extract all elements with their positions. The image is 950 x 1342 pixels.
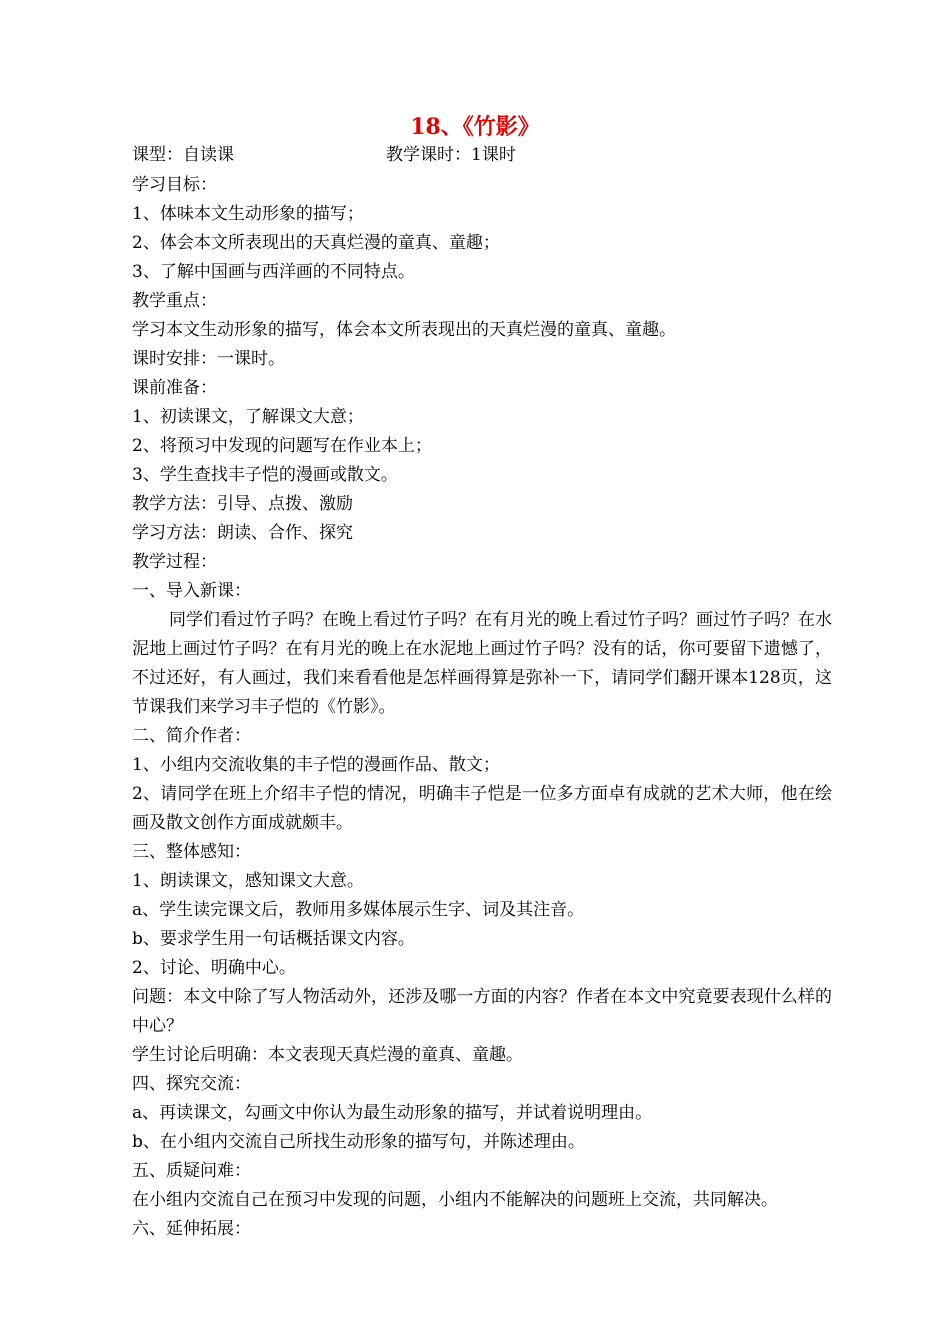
teaching-methods: 教学方法：引导、点拨、激励 [132, 494, 353, 514]
learning-methods: 学习方法：朗读、合作、探究 [132, 523, 353, 543]
objective-1: 1、体味本文生动形象的描写； [132, 204, 364, 224]
heading-preparation: 课前准备： [132, 378, 217, 398]
author-item-2: 2、请同学在班上介绍丰子恺的情况，明确丰子恺是一位多方面卓有成就的艺术大师，他在绘画及散文创作方面成就颇丰。 [132, 784, 832, 833]
heading-process: 教学过程： [132, 552, 217, 572]
section-4-heading: 四、探究交流： [132, 1074, 251, 1094]
explore-item-a: a、再读课文，勾画文中你认为最生动形象的描写，并试着说明理由。 [132, 1103, 653, 1123]
document-title: 18、《竹影》 [410, 114, 540, 140]
explore-item-b: b、在小组内交流自己所找生动形象的描写句，并陈述理由。 [132, 1132, 585, 1152]
key-points-text: 学习本文生动形象的描写，体会本文所表现出的天真烂漫的童真、童趣。 [132, 320, 676, 340]
perception-item-b: b、要求学生用一句话概括课文内容。 [132, 929, 415, 949]
class-hours: 教学课时：1课时 [386, 145, 516, 165]
preparation-2: 2、将预习中发现的问题写在作业本上； [132, 436, 432, 456]
question-text: 问题：本文中除了写人物活动外，还涉及哪一方面的内容？作者在本文中究竟要表现什么样的中心？ [132, 987, 832, 1036]
schedule-text: 课时安排：一课时。 [132, 349, 285, 369]
objective-3: 3、了解中国画与西洋画的不同特点。 [132, 262, 415, 282]
section-3-heading: 三、整体感知： [132, 842, 251, 862]
section-1-heading: 一、导入新课： [132, 581, 251, 601]
perception-item-a: a、学生读完课文后，教师用多媒体展示生字、词及其注音。 [132, 900, 585, 920]
questions-text: 在小组内交流自己在预习中发现的问题，小组内不能解决的问题班上交流，共同解决。 [132, 1190, 778, 1210]
course-type: 课型：自读课 [132, 145, 234, 165]
preparation-3: 3、学生查找丰子恺的漫画或散文。 [132, 465, 398, 485]
document-body [132, 171, 832, 1244]
perception-item-1: 1、朗读课文，感知课文大意。 [132, 871, 364, 891]
preparation-1: 1、初读课文，了解课文大意； [132, 407, 364, 427]
intro-paragraph: 同学们看过竹子吗？在晚上看过竹子吗？在有月光的晚上看过竹子吗？画过竹子吗？在水泥地上画过竹子吗？在有月光的晚上在水泥地上画过竹子吗？没有的话，你可要留下遗憾了，不过还好，有人画过，我们来看看他是怎样画得算是弥补一下，请同学们翻开课本128页，这节课我们来学习丰子恺的《竹影》。 [132, 610, 832, 717]
heading-key-points: 教学重点： [132, 291, 217, 311]
author-item-1: 1、小组内交流收集的丰子恺的漫画作品、散文； [132, 755, 500, 775]
heading-objectives: 学习目标： [132, 175, 217, 195]
discussion-conclusion: 学生讨论后明确：本文表现天真烂漫的童真、童趣。 [132, 1045, 523, 1065]
objective-2: 2、体会本文所表现出的天真烂漫的童真、童趣； [132, 233, 500, 253]
section-2-heading: 二、简介作者： [132, 726, 251, 746]
section-6-heading: 六、延伸拓展： [132, 1219, 251, 1239]
section-5-heading: 五、质疑问难： [132, 1161, 251, 1181]
lesson-meta [132, 143, 516, 167]
perception-item-2: 2、讨论、明确中心。 [132, 958, 296, 978]
